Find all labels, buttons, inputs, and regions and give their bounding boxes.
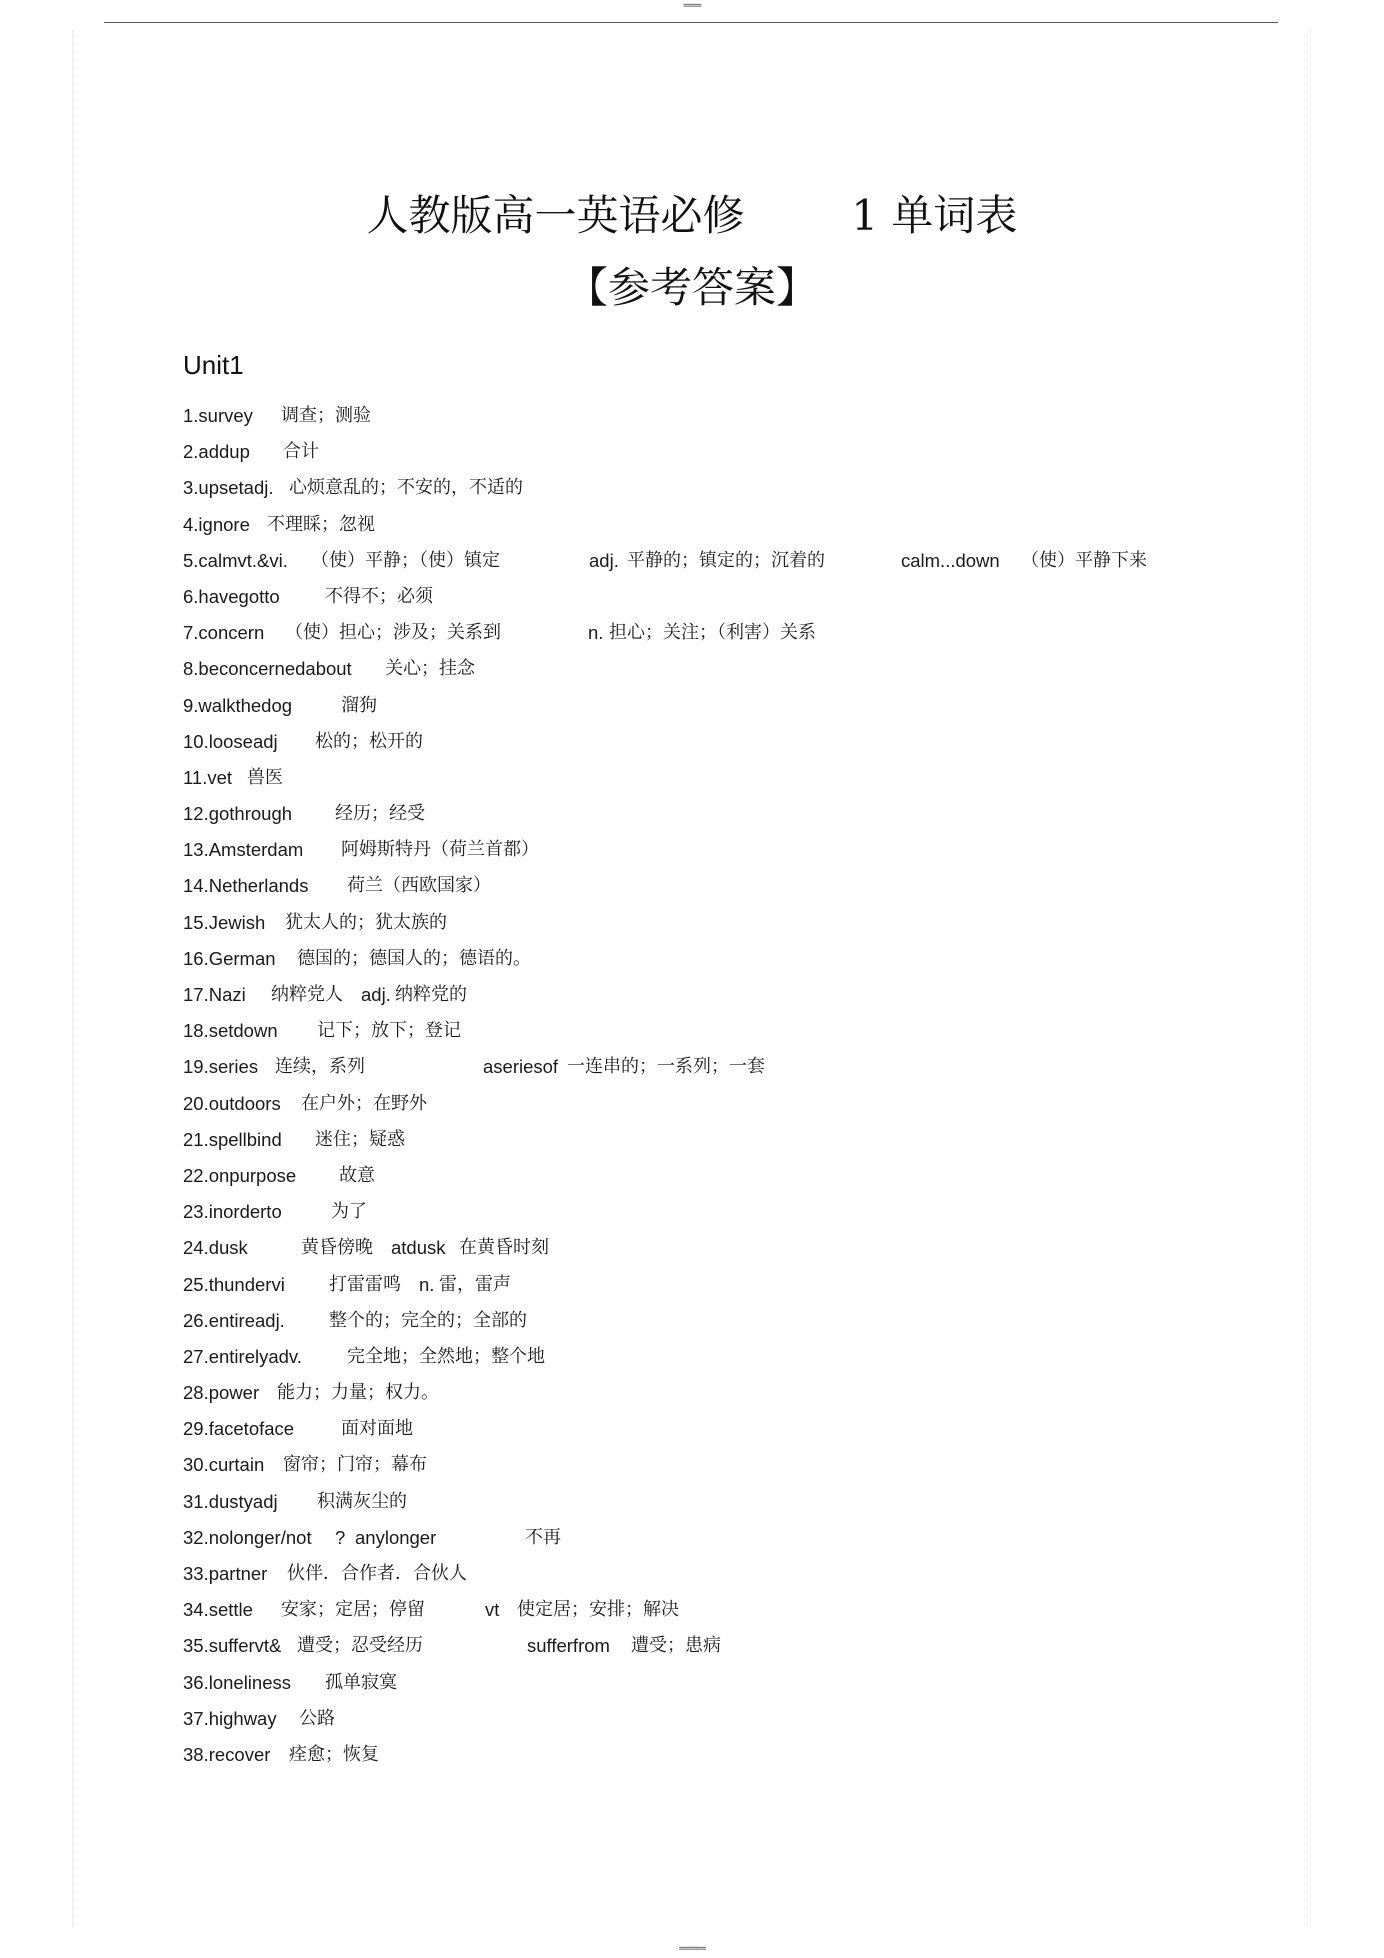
vocab-meaning: 犹太人的；犹太族的 [285,911,447,933]
vocab-meaning: 伙伴．合作者．合伙人 [287,1563,467,1584]
vocab-word: 19.series [183,1056,259,1078]
vocab-entry [183,434,1223,470]
vocab-meaning: 安家；定居；停留 [281,1599,425,1621]
vocab-phrase: aseriesof [483,1056,559,1078]
vocab-word: 13.Amsterdam [183,839,304,861]
vocab-entry [183,796,1223,832]
vocab-pos: n. [588,622,604,644]
vocab-word: 18.setdown [183,1020,278,1042]
vocab-meaning: 为了 [331,1201,367,1223]
vocab-meaning: 黄昏傍晚 [301,1237,373,1259]
vocab-meaning: 关心；挂念 [385,658,475,680]
vocab-phrase: calm...down [901,549,1000,571]
vocab-meaning-extra: 平静的；镇定的；沉着的 [627,549,825,571]
vocab-entry [183,1665,1223,1701]
right-margin-guide [1310,30,1311,1928]
vocab-entry [183,1447,1223,1483]
vocab-pos: adj. [361,984,391,1005]
vocab-word: 3.upsetadj. [183,477,274,499]
vocab-phrase: sufferfrom [527,1635,610,1657]
vocab-word: 26.entireadj. [183,1309,285,1331]
vocab-word: 24.dusk [183,1237,248,1259]
vocab-meaning: （使）担心；涉及；关系到 [285,622,501,644]
vocab-separator: ? [335,1526,346,1548]
vocab-entry [183,1267,1223,1303]
vocab-entry [183,1339,1223,1375]
vocab-entry [183,688,1223,724]
vocab-word: 10.looseadj [183,730,278,752]
vocab-word: 12.gothrough [183,803,293,825]
vocab-word: 1.survey [183,405,253,426]
vocab-entry [183,941,1223,977]
vocab-word: 5.calmvt.&vi. [183,549,288,571]
vocab-word: 22.onpurpose [183,1164,297,1186]
vocab-word-continued: anylonger [355,1526,437,1548]
vocab-word: 29.facetoface [183,1418,295,1440]
vocab-entry [183,1737,1223,1773]
vocab-meaning: 能力；力量；权力。 [277,1382,439,1404]
vocab-entry [183,1484,1223,1520]
vocab-meaning: 合计 [283,441,319,463]
vocab-meaning: 在户外；在野外 [301,1092,427,1114]
vocab-word: 11.vet [183,766,233,788]
vocab-word: 15.Jewish [183,911,266,933]
vocab-word: 28.power [183,1382,260,1404]
vocab-entry [183,1520,1223,1556]
vocab-meaning: 阿姆斯特丹（荷兰首都） [341,839,539,861]
vocab-pos: adj. [589,549,619,571]
vocab-entry [183,1411,1223,1447]
vocab-word: 7.concern [183,622,265,644]
vocab-entry [183,579,1223,615]
vocab-meaning-extra: 担心；关注；（利害）关系 [609,622,816,644]
vocab-entry [183,1194,1223,1230]
vocab-word: 4.ignore [183,513,250,535]
vocab-phrase: atdusk [391,1237,446,1259]
vocab-entry [183,470,1223,506]
vocab-meaning: 调查；测验 [281,405,371,426]
vocab-entry [183,832,1223,868]
vocab-meaning: 完全地；全然地；整个地 [347,1345,545,1367]
vocab-entry [183,1086,1223,1122]
vocabulary-list [183,398,1223,1773]
vocab-word: 25.thundervi [183,1273,285,1295]
vocab-entry [183,651,1223,687]
vocab-meaning: 德国的；德国人的；德语的。 [297,947,531,969]
vocab-word: 31.dustyadj [183,1490,278,1512]
vocab-pos: vt [485,1599,500,1621]
vocab-entry [183,1158,1223,1194]
vocab-word: 14.Netherlands [183,875,309,897]
vocab-meaning: 面对面地 [341,1418,413,1440]
vocab-entry [183,507,1223,543]
vocab-meaning: 公路 [299,1707,335,1729]
vocab-pos: n. [419,1273,435,1295]
vocab-entry [183,1556,1223,1592]
vocab-phrase-meaning: （使）平静下来 [1021,549,1147,571]
vocab-word: 38.recover [183,1743,271,1765]
vocab-entry [183,1628,1223,1664]
vocab-meaning: 不再 [525,1526,561,1548]
vocab-meaning: 迷住；疑惑 [315,1128,405,1150]
vocab-meaning: 打雷雷鸣 [329,1273,401,1295]
vocab-entry [183,1013,1223,1049]
vocab-word: 34.settle [183,1599,253,1621]
vocab-word: 16.German [183,947,276,969]
vocab-entry [183,615,1223,651]
vocab-phrase-meaning: 一连串的；一系列；一套 [567,1056,765,1078]
vocab-entry [183,1303,1223,1339]
left-margin-guide [72,30,73,1928]
vocab-meaning-extra: 雷，雷声 [439,1273,511,1295]
document-subtitle: 【参考答案】 [565,263,818,312]
vocab-word: 9.walkthedog [183,694,293,716]
vocab-entry [183,398,1223,434]
vocab-entry [183,905,1223,941]
vocab-word: 30.curtain [183,1454,265,1476]
vocab-meaning: 痊愈；恢复 [289,1743,379,1765]
vocab-word: 35.suffervt& [183,1635,282,1657]
vocab-meaning: 纳粹党人 [271,984,343,1005]
vocab-meaning: 兽医 [247,766,283,788]
vocab-entry [183,724,1223,760]
page-footer-mark: ====== [678,1944,706,1954]
vocab-word: 20.outdoors [183,1092,281,1114]
document-title: 人教版高一英语必修 1 单词表 [366,191,1018,240]
vocab-entry [183,1592,1223,1628]
vocab-meaning: 荷兰（西欧国家） [347,875,491,897]
vocab-word: 6.havegotto [183,585,280,607]
vocab-meaning: 经历；经受 [335,803,425,825]
vocab-entry [183,543,1223,579]
vocab-meaning: 不理睬；忽视 [267,513,375,535]
vocab-meaning: 遭受；忍受经历 [297,1635,423,1657]
vocab-phrase-meaning: 遭受；患病 [631,1635,721,1657]
vocab-entry [183,868,1223,904]
vocab-entry [183,1375,1223,1411]
vocab-word: 8.beconcernedabout [183,658,352,680]
vocab-meaning: 连续，系列 [275,1056,365,1078]
vocab-entry [183,977,1223,1013]
page-header-mark: ==== [683,1,701,11]
vocab-meaning: 记下；放下；登记 [317,1020,461,1042]
vocab-word: 2.addup [183,441,250,463]
vocab-phrase-meaning: 在黄昏时刻 [459,1237,549,1259]
vocab-meaning: 整个的；完全的；全部的 [329,1309,527,1331]
vocab-word: 17.Nazi [183,984,246,1005]
vocab-meaning: （使）平静；（使）镇定 [311,549,500,571]
vocab-word: 33.partner [183,1563,268,1584]
unit-heading: Unit1 [183,350,244,380]
vocab-meaning: 不得不；必须 [325,585,433,607]
vocab-meaning-extra: 纳粹党的 [395,984,467,1005]
vocab-meaning: 溜狗 [341,694,377,716]
vocab-meaning: 孤单寂寞 [325,1671,397,1693]
vocab-entry [183,1230,1223,1266]
vocab-meaning: 松的；松开的 [315,730,423,752]
vocab-meaning: 积满灰尘的 [317,1490,407,1512]
vocab-meaning: 心烦意乱的；不安的，不适的 [289,477,523,499]
vocab-entry [183,760,1223,796]
vocab-word: 32.nolonger/not [183,1526,312,1548]
vocab-entry [183,1701,1223,1737]
vocab-entry [183,1049,1223,1085]
vocab-meaning: 故意 [339,1164,375,1186]
vocab-word: 27.entirelyadv. [183,1345,302,1367]
vocab-word: 36.loneliness [183,1671,291,1693]
vocab-meaning: 窗帘；门帘；幕布 [283,1454,427,1476]
vocab-entry [183,1122,1223,1158]
vocab-meaning-extra: 使定居；安排；解决 [517,1599,679,1621]
vocab-word: 37.highway [183,1707,277,1729]
vocab-word: 23.inorderto [183,1201,282,1223]
vocab-word: 21.spellbind [183,1128,282,1150]
header-rule [104,22,1278,23]
